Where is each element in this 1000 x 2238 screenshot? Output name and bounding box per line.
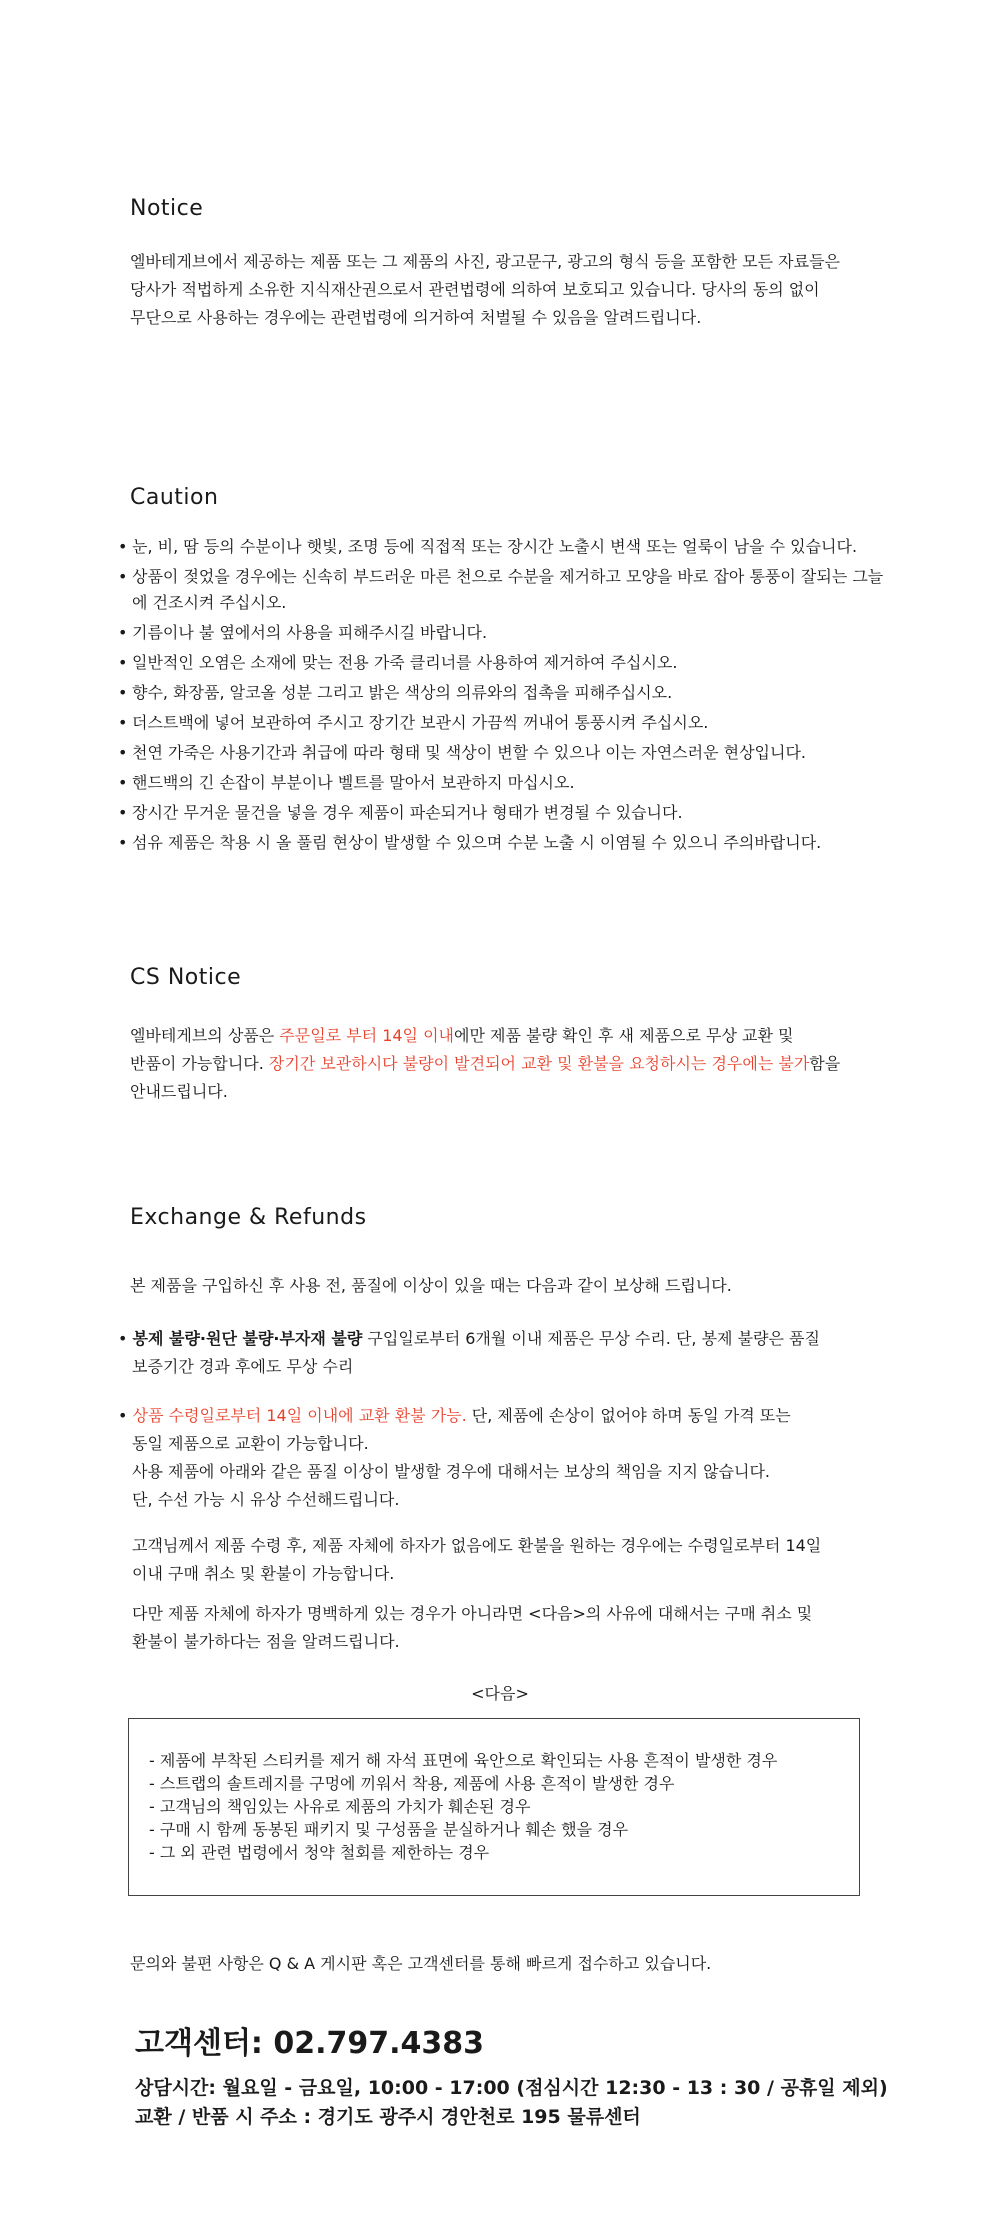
cs-line (130, 1050, 930, 1078)
caution-item: • 더스트백에 넣어 보관하여 주시고 장기간 보관시 가끔씩 꺼내어 통풍시켜 주십시오. (118, 710, 898, 736)
return-address: 교환 / 반품 시 주소 : 경기도 광주시 경안천로 195 물류센터 (135, 2106, 641, 2128)
para-line: 환불이 불가하다는 점을 알려드립니다. (132, 1632, 400, 1651)
bullet-line: 보증기간 경과 후에도 무상 수리 (132, 1357, 354, 1376)
caution-item: • 장시간 무거운 물건을 넣을 경우 제품이 파손되거나 형태가 변경될 수 있습니다. (118, 800, 898, 826)
exchange-bullet-1 (118, 1325, 918, 1381)
exchange-intro: 본 제품을 구입하신 후 사용 전, 품질에 이상이 있을 때는 다음과 같이 보상해 드립니다. (130, 1276, 732, 1295)
caution-list (118, 534, 898, 860)
cs-text: 반품이 가능합니다. (130, 1054, 269, 1073)
next-label: <다음> (471, 1684, 529, 1703)
notice-body (130, 248, 910, 332)
cs-notice-title: CS Notice (130, 965, 242, 990)
customer-center: 고객센터: 02.797.4383 (135, 2026, 485, 2061)
exclusion-item: - 제품에 부착된 스티커를 제거 해 자석 표면에 육안으로 확인되는 사용 흔적이 발생한 경우 (149, 1751, 778, 1770)
qa-note: 문의와 불편 사항은 Q & A 게시판 혹은 고객센터를 통해 빠르게 접수하고 있습니다. (130, 1954, 712, 1973)
bullet-line: 동일 제품으로 교환이 가능합니다. (132, 1434, 369, 1453)
caution-item: • 섬유 제품은 착용 시 올 풀림 현상이 발생할 수 있으며 수분 노출 시 이염될 수 있으니 주의바랍니다. (118, 830, 898, 856)
caution-item: • 눈, 비, 땀 등의 수분이나 햇빛, 조명 등에 직접적 또는 장시간 노출시 변색 또는 얼룩이 남을 수 있습니다. (118, 534, 898, 560)
exclusion-box (128, 1718, 860, 1896)
exchange-title: Exchange & Refunds (130, 1205, 367, 1230)
cs-text: 엘바테게브의 상품은 (130, 1026, 280, 1045)
cs-highlight: 주문일로 부터 14일 이내 (279, 1026, 455, 1045)
bullet-line: • 봉제 불량·원단 불량·부자재 불량 구입일로부터 6개월 이내 제품은 무상 수리. 단, 봉제 불량은 품질 (118, 1329, 820, 1348)
refund-paragraph-1 (132, 1532, 932, 1588)
cs-text: 함을 (809, 1054, 841, 1073)
cs-notice-body (130, 1022, 930, 1106)
bullet-highlight: 상품 수령일로부터 14일 이내에 교환 환불 가능. (132, 1406, 467, 1425)
para-line: 이내 구매 취소 및 환불이 가능합니다. (132, 1564, 395, 1583)
caution-title: Caution (130, 485, 219, 510)
caution-item: • 기름이나 불 옆에서의 사용을 피해주시길 바랍니다. (118, 620, 898, 646)
caution-item: • 천연 가죽은 사용기간과 취급에 따라 형태 및 색상이 변할 수 있으나 이는 자연스러운 현상입니다. (118, 740, 898, 766)
cs-highlight: 장기간 보관하시다 불량이 발견되어 교환 및 환불을 요청하시는 경우에는 불가 (268, 1054, 810, 1073)
notice-line: 무단으로 사용하는 경우에는 관련법령에 의거하여 처벌될 수 있음을 알려드립니다. (130, 308, 702, 327)
bullet-line: • 상품 수령일로부터 14일 이내에 교환 환불 가능. 단, 제품에 손상이 없어야 하며 동일 가격 또는 (118, 1406, 791, 1425)
notice-line: 당사가 적법하게 소유한 지식재산권으로서 관련법령에 의하여 보호되고 있습니다. 당사의 동의 없이 (130, 280, 820, 299)
bullet-line: 단, 수선 가능 시 유상 수선해드립니다. (132, 1490, 400, 1509)
para-line: 고객님께서 제품 수령 후, 제품 자체에 하자가 없음에도 환불을 원하는 경우에는 수령일로부터 14일 (132, 1536, 822, 1555)
caution-item: • 향수, 화장품, 알코올 성분 그리고 밝은 색상의 의류와의 접촉을 피해주십시오. (118, 680, 898, 706)
exclusion-item: - 그 외 관련 법령에서 청약 철회를 제한하는 경우 (149, 1843, 490, 1862)
exclusion-item: - 구매 시 함께 동봉된 패키지 및 구성품을 분실하거나 훼손 했을 경우 (149, 1820, 629, 1839)
caution-item: • 일반적인 오염은 소재에 맞는 전용 가죽 클리너를 사용하여 제거하여 주십시오. (118, 650, 898, 676)
notice-line: 엘바테게브에서 제공하는 제품 또는 그 제품의 사진, 광고문구, 광고의 형식 등을 포함한 모든 자료들은 (130, 252, 840, 271)
cs-text: 에만 제품 불량 확인 후 새 제품으로 무상 교환 및 (454, 1026, 794, 1045)
exclusion-item: - 스트랩의 솔트레지를 구멍에 끼워서 착용, 제품에 사용 흔적이 발생한 경우 (149, 1774, 675, 1793)
caution-item: • 핸드백의 긴 손잡이 부분이나 벨트를 말아서 보관하지 마십시오. (118, 770, 898, 796)
para-line: 다만 제품 자체에 하자가 명백하게 있는 경우가 아니라면 <다음>의 사유에 대해서는 구매 취소 및 (132, 1604, 813, 1623)
consult-hours: 상담시간: 월요일 - 금요일, 10:00 - 17:00 (점심시간 12:30 - 13 : 30 / 공휴일 제외) (135, 2077, 888, 2099)
notice-title: Notice (130, 196, 204, 221)
bullet-line: 사용 제품에 아래와 같은 품질 이상이 발생할 경우에 대해서는 보상의 책임을 지지 않습니다. (132, 1462, 770, 1481)
cs-line: 안내드립니다. (130, 1082, 228, 1101)
refund-paragraph-2 (132, 1600, 932, 1656)
bullet-text: 구입일로부터 6개월 이내 제품은 무상 수리. 단, 봉제 불량은 품질 (362, 1329, 820, 1348)
caution-item: • 상품이 젖었을 경우에는 신속히 부드러운 마른 천으로 수분을 제거하고 모양을 바로 잡아 통풍이 잘되는 그늘에 건조시켜 주십시오. (118, 564, 898, 616)
cs-line (130, 1022, 930, 1050)
bullet-bold: 봉제 불량·원단 불량·부자재 불량 (132, 1329, 363, 1348)
exclusion-item: - 고객님의 책임있는 사유로 제품의 가치가 훼손된 경우 (149, 1797, 531, 1816)
exclusion-list (129, 1719, 859, 1864)
bullet-text: 단, 제품에 손상이 없어야 하며 동일 가격 또는 (466, 1406, 791, 1425)
exchange-bullet-2 (118, 1402, 918, 1514)
